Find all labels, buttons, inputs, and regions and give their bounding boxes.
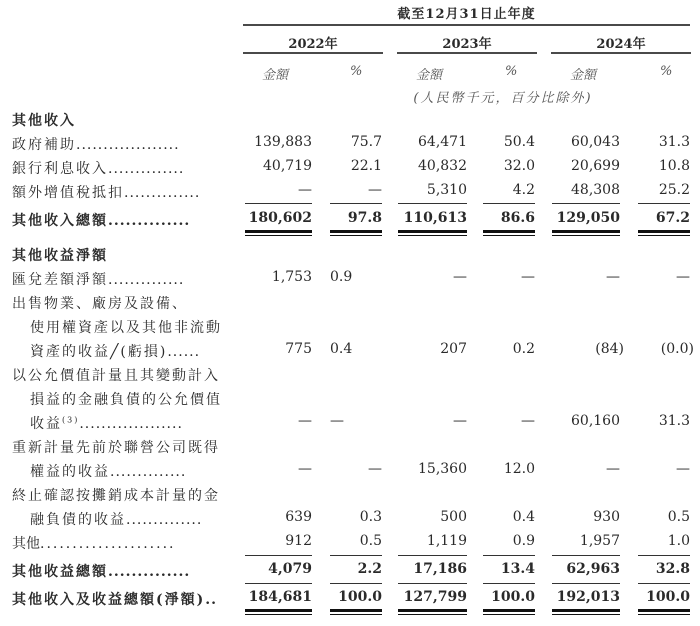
header-rule <box>243 24 690 26</box>
table-row: 匯兌差額淨額.............. 1,753 0.9 — — — — <box>12 269 690 288</box>
subtotal-rule <box>330 583 382 584</box>
grand-total-row: 其他收入及收益總額(淨額).. 184,681 100.0 127,799 100.0 192,013 100.0 <box>12 589 690 608</box>
double-rule <box>245 230 312 236</box>
amount-header-2023: 金額 <box>416 68 443 83</box>
double-rule <box>330 609 382 615</box>
footnote-marker: (3) <box>62 415 80 425</box>
table-row: 權益的收益.............. — — 15,360 12.0 — — <box>30 461 690 480</box>
subtotal-rule <box>245 555 312 556</box>
table-row: 收益$^{(3)}$................... — — — — 60,160 31.3 <box>30 413 690 432</box>
table-row: 其他..................... 912 0.5 1,119 0.9 1,957 1.0 <box>12 533 690 552</box>
subtotal-rule <box>330 555 382 556</box>
total-row-other-gains: 其他收益總額.............. 4,079 2.2 17,186 13.4 62,963 32.8 <box>12 561 690 580</box>
subtotal-rule <box>552 555 620 556</box>
subtotal-rule <box>552 203 620 204</box>
percent-header-2024: % <box>660 64 673 79</box>
year-2023-header: 2023年 <box>442 37 492 52</box>
table-row: 政府補助................... 139,883 75.7 64,471 50.4 60,043 31.3 <box>12 134 690 153</box>
double-rule <box>638 609 690 615</box>
double-rule <box>398 609 467 615</box>
double-rule <box>638 230 690 236</box>
total-row-other-income: 其他收入總額.............. 180,602 97.8 110,613 86.6 129,050 67.2 <box>12 210 690 229</box>
subtotal-rule <box>483 583 535 584</box>
percent-header-2022: % <box>350 64 363 79</box>
table-row-label-line: 出售物業、廠房及設備、 <box>12 296 188 312</box>
table-row-label-line: 使用權資產以及其他非流動 <box>30 320 222 336</box>
subtotal-rule <box>398 583 467 584</box>
subtotal-rule <box>483 203 535 204</box>
period-title: 截至12月31日止年度 <box>397 7 536 22</box>
double-rule <box>483 230 535 236</box>
year-2022-rule <box>243 52 383 54</box>
double-rule <box>398 230 467 236</box>
amount-header-2022: 金額 <box>262 68 289 83</box>
table-row: 銀行利息收入.............. 40,719 22.1 40,832 32.0 20,699 10.8 <box>12 158 690 177</box>
year-2023-rule <box>397 52 537 54</box>
year-2022-header: 2022年 <box>288 37 338 52</box>
subtotal-rule <box>330 203 382 204</box>
double-rule <box>483 609 535 615</box>
section-title-other-gains: 其他收益淨額 <box>12 248 108 264</box>
subtotal-rule <box>398 203 467 204</box>
year-2024-rule <box>551 52 691 54</box>
subtotal-rule <box>638 203 690 204</box>
subtotal-rule <box>398 555 467 556</box>
percent-header-2023: % <box>505 64 518 79</box>
table-row: 融負債的收益.............. 639 0.3 500 0.4 930 0.5 <box>30 509 690 528</box>
subtotal-rule <box>638 555 690 556</box>
subtotal-rule <box>245 203 312 204</box>
table-row-label-line: 損益的金融負債的公允價值 <box>30 392 222 408</box>
section-title-other-income: 其他收入 <box>12 113 76 129</box>
year-2024-header: 2024年 <box>596 37 646 52</box>
subtotal-rule <box>483 555 535 556</box>
subtotal-rule <box>552 583 620 584</box>
double-rule <box>552 609 620 615</box>
subtotal-rule <box>245 583 312 584</box>
table-row-label-line: 以公允價值計量且其變動計入 <box>12 368 220 384</box>
double-rule <box>552 230 620 236</box>
amount-header-2024: 金額 <box>570 68 597 83</box>
table-row-label-line: 終止確認按攤銷成本計量的金 <box>12 488 220 504</box>
table-row-label-line: 重新計量先前於聯營公司既得 <box>12 440 220 456</box>
double-rule <box>245 609 312 615</box>
table-row: 額外增值稅抵扣.............. — — 5,310 4.2 48,308 25.2 <box>12 182 690 201</box>
table-row: 資產的收益╱(虧損)...... 775 0.4 207 0.2 (84) (0.0) <box>30 341 694 360</box>
subtotal-rule <box>638 583 690 584</box>
unit-note: (人民幣千元，百分比除外) <box>413 91 593 106</box>
double-rule <box>330 230 382 236</box>
